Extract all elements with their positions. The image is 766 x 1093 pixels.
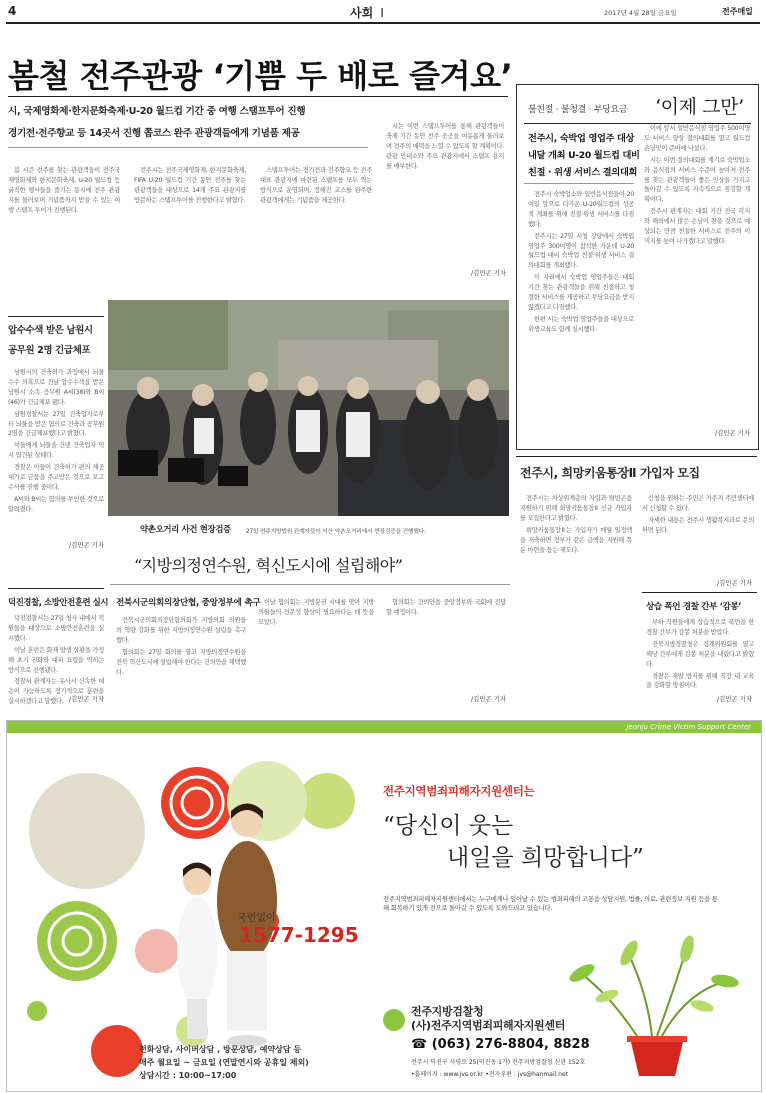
ad-slogan-1: “당신이 웃는 <box>383 813 514 839</box>
main-subheadline-2: 경기전·전주향교 등 14곳서 진행 쫍코스 완주 관광객들에게 기념품 제공 <box>8 128 300 139</box>
plant-pot-illustration <box>567 931 757 1081</box>
issue-date: 2017년 4월 28일 금요일 <box>604 9 677 17</box>
center-quote-rule <box>110 584 510 585</box>
center-byline: /김민곤 기자 <box>470 695 506 703</box>
arrest-byline: /김민곤 기자 <box>716 695 752 703</box>
ad-prosecutors-office: 전주지방검찰청 <box>411 1005 484 1018</box>
left-para-4: 경찰은 이들이 건축허가 편의 제공 대가로 금품을 주고받은 것으로 보고 수사를 진행 중이다. <box>8 464 104 491</box>
right-para-6: 시는 이번 결의대회를 계기로 숙박업소와 음식점의 서비스 수준이 높아져 전주를 찾는 관광객들이 좋은 인상을 가지고 돌아갈 수 있도록 지속적으로 점검할 계획이다. <box>644 156 750 204</box>
fire-rule <box>8 588 104 589</box>
ad-web-contact: •홈페이지 : www.jvs.or.kr •전자우편 : jvs@hanmail.net <box>411 1071 569 1078</box>
ad-org-intro: 전주지역범죄피해자지원센터는 <box>383 784 535 798</box>
press-scene-image <box>108 300 509 516</box>
arrest-para-1: 부하 직원들에게 상습적으로 폭언을 한 경찰 간부가 감봉 처분을 받았다. <box>646 619 754 636</box>
ad-free-number: 1577-1295 <box>239 923 359 947</box>
hope-col-1 <box>520 494 632 678</box>
ad-circles-art <box>17 741 357 1086</box>
hope-rule <box>516 456 757 457</box>
center-para-2: 협의회는 27일 회의를 열고 지방의정연수원을 전북 혁신도시에 설립해야 한다는 건의안을 채택했다. <box>116 648 246 676</box>
page-number: 4 <box>8 4 17 18</box>
left-article-rule <box>8 316 104 317</box>
ad-description: 전주지역범죄피해자지원센터에서는 누구에게나 일어날 수 있는 범죄피해의 고통을 상담지원, 법률, 의료, 관련정보 지원 등을 통해 회복하기 있게 전으로 돌아갈 수 있도록 도와드리고 있습니다. <box>383 896 718 912</box>
ad-services-text: 전화상담, 사이버상담 , 방문상담, 예약상담 등 <box>139 1045 302 1054</box>
main-article-col-2 <box>134 166 246 316</box>
center-quote-subhead: 전북시군의회의장단협, 중앙정부에 촉구 <box>116 598 261 608</box>
ad-hours-time <box>139 1069 309 1082</box>
ad-org-logo-icon <box>383 1009 405 1031</box>
main-article-col-3 <box>260 166 372 316</box>
arrest-body <box>646 618 754 692</box>
hope-col-2 <box>642 494 754 574</box>
ad-support-center-name: (사)전주지역범죄피해자지원센터 <box>411 1019 566 1032</box>
ad-phone: ☎ (063) 276-8804, 8828 <box>411 1037 590 1052</box>
main-para-2: 전주시는 전주국제영화제, 한지문화축제, FIFA U-20 월드컵 기간 동안 전주를 찾는 관광객들을 대상으로 14개 주요 관광지를 방문하는 스탬프투어를 진행한다고 밝혔다. <box>134 167 246 204</box>
main-headline: 봄철 전주관광 ‘기쁨 두 배로 즐겨요’ <box>8 57 513 95</box>
right-lead-rule <box>524 183 634 184</box>
news-photo <box>108 300 509 516</box>
header-rule <box>6 22 760 24</box>
hope-para-4: 자세한 내용은 전주시 생활복지과로 문의하면 된다. <box>642 516 754 534</box>
main-para-1: 봄 시즌 전주를 찾는 관광객들이 전주국제영화제와 한지문화축제, U-20 월드컵 등 굵직한 행사들을 즐기는 동시에 전주 관광지를 둘러보며 기념품까지 받을 수 있는 여행 스탬프 투어가 진행된다. <box>8 167 120 214</box>
left-para-5: A씨와 B씨는 혐의를 부인한 것으로 알려졌다. <box>8 495 105 513</box>
left-article-subtitle: 공무원 2명 긴급체포 <box>8 345 91 356</box>
hope-para-3: 신청을 원하는 주민은 거주지 주민센터에서 신청할 수 있다. <box>642 495 754 512</box>
left-para-1: 남원시의 건축허가 과정에서 뇌물수수 의혹으로 전날 압수수색을 받은 남원시 소속 공무원 A씨(38)와 B씨(46)가 긴급체포 됐다. <box>8 369 104 406</box>
section-label: 사회 <box>350 6 374 20</box>
ad-slogan-2: 내일을 희망합니다” <box>447 845 644 871</box>
photo-caption-title: 약촌오거리 사건 현장검증 <box>140 524 231 534</box>
hope-byline: /김민곤 기자 <box>716 579 752 587</box>
main-article-col-1 <box>8 166 120 316</box>
arrest-rule <box>642 592 757 593</box>
center-quote-headline: “지방의정연수원, 혁신도시에 설립해야” <box>134 556 403 575</box>
main-para-4: 시는 이번 스탬프투어를 통해 관광객들이 축제 기간 동안 전주 곳곳을 여유롭게 둘러보며 전주의 매력을 느낄 수 있도록 할 계획이다. 관광 안내소와 주요 관광지에서 스탬프 용지를 배부한다. <box>386 123 504 170</box>
left-article-body <box>8 368 104 538</box>
center-para-3: 이날 협의회는 지방분권 시대를 맞아 지방의원들의 전문성 향상이 필요하다는 데 뜻을 모았다. <box>258 599 374 626</box>
main-byline: /김민곤 기자 <box>470 269 506 277</box>
right-para-1: 전주시 숙박업소와 일반음식점들이 20여일 앞으로 다가온 U-20월드컵의 성공적 개최를 위해 친절·위생 서비스를 다짐했다. <box>528 191 634 228</box>
hope-para-1: 전주시는 차상위계층의 자립과 탈빈곤을 지원하기 위해 희망키움통장Ⅱ 신규 가입자를 모집한다고 밝혔다. <box>520 495 632 522</box>
center-col-3 <box>386 598 506 698</box>
hope-title: 전주시, 희망키움통장Ⅱ 가입자 모집 <box>520 466 700 480</box>
center-para-4: 협의회는 건의안을 중앙정부와 국회에 전달할 예정이다. <box>386 599 506 616</box>
left-article-byline: /김민곤 기자 <box>68 541 104 549</box>
right-para-4: 한편 시는 숙박업 영업주들을 대상으로 위생교육도 함께 실시했다. <box>528 315 634 333</box>
left-para-2: 남원경찰서는 27일 건축업자로부터 뇌물을 받은 혐의로 건축과 공무원 2명을 긴급체포했다고 밝혔다. <box>8 410 104 438</box>
ad-services <box>139 1043 309 1082</box>
section-mark: I <box>380 6 384 20</box>
right-feature-col-2 <box>644 124 750 424</box>
right-lead-3: 친절 · 위생 서비스 결의대회 <box>528 167 638 178</box>
main-article-col-4 <box>386 122 504 262</box>
left-para-3: 이들에게 뇌물을 건넨 건축업자 역시 입건된 상태다. <box>8 442 104 460</box>
hope-para-2: 희망키움통장Ⅱ는 가입자가 매월 일정액을 저축하면 정부가 같은 금액을 지원해 목돈 마련을 돕는 제도다. <box>520 526 632 554</box>
right-feature-col-1 <box>528 190 634 440</box>
ad-hours-text: 매주 월요일 ~ 금요일 (연말연시와 공휴일 제외) <box>139 1058 309 1067</box>
ad-decor-circles <box>17 741 357 1086</box>
right-lead-1: 전주시, 숙박업 영업주 대상 <box>528 133 635 144</box>
center-col-2 <box>258 598 374 706</box>
arrest-title: 상습 폭언 경찰 간부 ‘감봉’ <box>646 602 742 612</box>
center-col-1 <box>116 616 246 706</box>
right-para-3: 이 자리에서 숙박업 영업주들은 대회 기간 찾는 관광객들을 위해 친절하고 청결한 서비스를 제공하고 부당요금을 받지 않겠다고 다짐했다. <box>528 274 634 311</box>
main-para-3: 스탬프투어는 경기전과 전주향교 등 전주 대표 관광지에 마련된 스탬프를 모두 찍는 방식으로 운영되며, 정해진 코스를 완주한 관광객에게는 기념품을 제공한다. <box>260 167 372 204</box>
fire-para-2: 이날 훈련은 화재 발생 상황을 가정해 초기 진화와 대피 요령을 익히는 방식으로 진행됐다. <box>8 646 104 674</box>
arrest-para-3: 경찰은 재발 방지를 위해 직장 내 교육을 강화할 방침이다. <box>646 672 754 690</box>
victim-support-ad <box>6 720 762 1092</box>
right-para-2: 전주시는 27일 시청 강당에서 숙박업 영업주 300여명이 참석한 가운데 U-20월드컵 대비 숙박업 친절·위생 서비스 결의대회를 개최했다. <box>528 232 634 270</box>
right-feature-lead <box>528 130 640 181</box>
right-lead-2: 내달 개최 U-20 월드컵 대비 <box>528 150 640 161</box>
arrest-para-2: 전북지방경찰청은 징계위원회를 열고 해당 간부에게 감봉 처분을 내렸다고 밝혔다. <box>646 640 754 668</box>
ad-english-name: Jeonju Crime Victim Support Center <box>626 723 751 731</box>
fire-title: 덕진경찰, 소방안전훈련 실시 <box>8 597 109 607</box>
ad-free-label: 국번없이 <box>237 913 276 924</box>
fire-byline: /김민곤 기자 <box>68 695 104 703</box>
headline-rule <box>8 96 508 97</box>
right-para-5: 이에 앞서 일반음식점 영업주 500여명도 서비스 향상 결의대회를 열고 월드컵 손님맞이 준비에 나섰다. <box>644 125 750 152</box>
right-para-7: 전주시 관계자는 대회 기간 전국 각지와 해외에서 많은 손님이 찾을 것으로 예상되는 만큼 친절한 서비스로 전주의 이미지를 높여 나가겠다고 말했다. <box>644 208 750 245</box>
paper-name: 전주매일 <box>722 7 753 16</box>
left-article-title: 압수수색 받은 남원시 <box>8 325 93 336</box>
ad-org-name <box>411 1005 565 1033</box>
subhead-rule <box>8 147 368 148</box>
fire-para-1: 덕진경찰서는 27일 청사 내에서 직원들을 대상으로 소방안전훈련을 실시했다. <box>8 615 104 642</box>
ad-plant-art <box>567 931 757 1081</box>
right-feature-tags: 불친절 · 불청결 · 부당요금 <box>528 105 628 115</box>
center-para-1: 전북시군의회의장단협의회가 지방의회 의원들의 역량 강화를 위한 지방의정연수원 설립을 촉구했다. <box>116 617 246 644</box>
main-subheadline-1: 시, 국제영화제·한지문화축제·U-20 월드컵 기간 중 여행 스탬프투어 진행 <box>8 106 306 117</box>
fire-para-3: 경찰서 관계자는 유사시 신속한 대응이 가능하도록 정기적으로 훈련을 실시하겠다고 말했다. <box>8 678 104 706</box>
right-feature-title: ‘이제 그만’ <box>655 96 744 118</box>
section-title <box>350 4 384 21</box>
right-feature-byline: /김민곤 기자 <box>714 429 750 437</box>
ad-address: 전주시 덕진구 사평로 25(덕진동 1가) 전주지방검찰청 신관 152호 <box>411 1059 586 1066</box>
photo-caption: 27일 전주지방법원 관계자들이 익산 약촌오거리에서 현장검증을 진행했다. <box>246 529 426 535</box>
ad-hours-time-text: 상담시간 : 10:00~17:00 <box>139 1071 237 1080</box>
